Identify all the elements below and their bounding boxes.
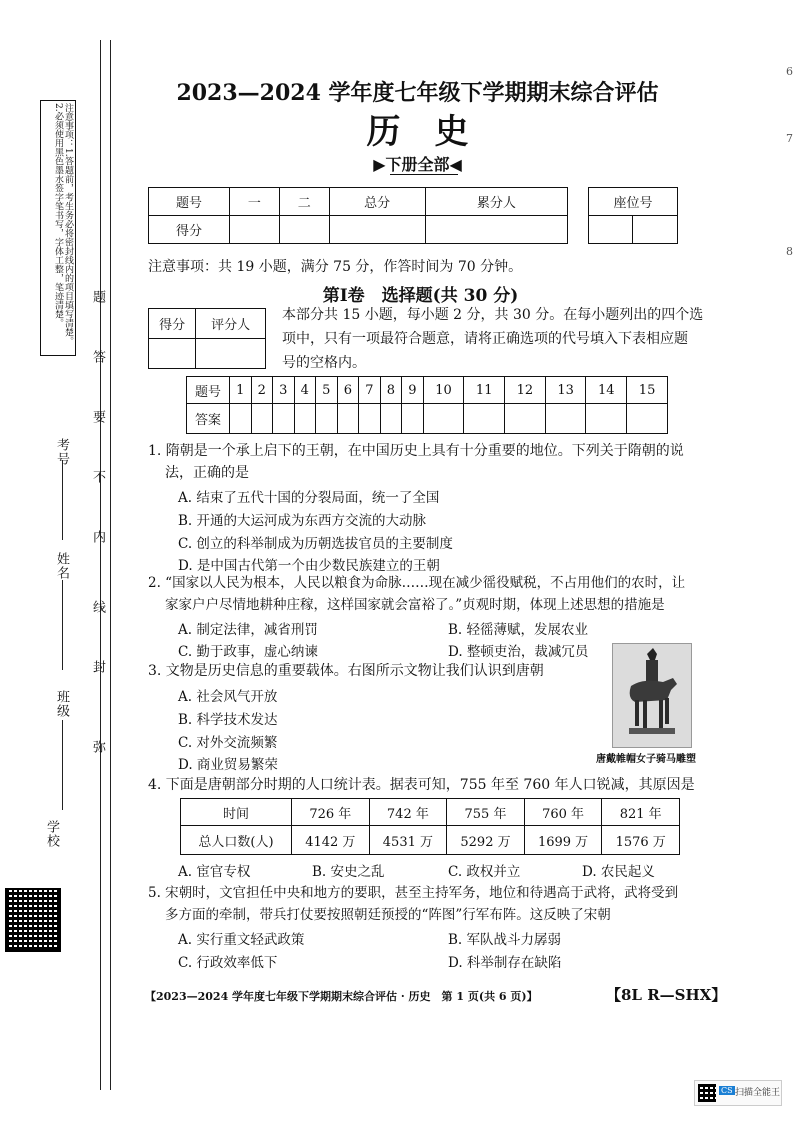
seal-char-3: 线 [90,600,105,614]
tang-horse-statue-image [612,643,692,748]
section1-title: 第Ⅰ卷 选择题(共 30 分) [322,286,519,306]
q4-option-a: A. 宦官专权 [178,864,251,880]
answer-cell-1[interactable] [230,404,252,434]
scope-label: ▶下册全部◀ [373,155,462,174]
grader-name-label: 评分人 [196,309,266,339]
watermark-badge [694,1080,782,1106]
answer-cell-13[interactable] [545,404,586,434]
score-header-part2: 二 [279,188,329,216]
binding-line-inner [110,40,111,1090]
answer-table [186,376,668,434]
field-exam-number: 考号 [54,438,69,466]
q3-option-a: A. 社会风气开放 [178,689,278,705]
population-table [180,798,680,855]
q5-stem-line2: 多方面的牵制，带兵打仗要按照朝廷预授的“阵图”行军布阵。这反映了宋朝 [165,907,611,923]
pop-header-742: 742 年 [369,799,447,826]
answer-row2-label: 答案 [187,404,230,434]
section1-instruction-line1: 本部分共 15 小题，每小题 2 分，共 30 分。在每小题列出的四个选 [282,307,704,323]
pop-value-821: 1576 万 [602,826,680,855]
answer-cell-15[interactable] [627,404,668,434]
score-header-part1: 一 [230,188,280,216]
seat-number-table [588,187,678,244]
q2-option-d: D. 整顿吏治，裁减冗员 [448,644,589,660]
seal-char-8: 题 [90,290,105,304]
answer-cell-10[interactable] [423,404,464,434]
answer-number-5: 5 [316,377,338,404]
score-header-number: 题号 [149,188,230,216]
seal-char-7: 答 [90,350,105,364]
q4-stem: 4. 下面是唐朝部分时期的人口统计表。据表可知，755 年至 760 年人口锐减，其原因是 [148,777,695,793]
q2-option-c: C. 勤于政事，虚心纳谏 [178,644,318,660]
score-header-total: 总分 [329,188,425,216]
answer-number-12: 12 [505,377,546,404]
answer-cell-8[interactable] [380,404,402,434]
pop-header-time: 时间 [181,799,292,826]
seal-char-5: 不 [90,470,105,484]
seal-char-1: 弥 [90,740,105,754]
q1-option-d: D. 是中国古代第一个由少数民族建立的王朝 [178,558,440,574]
sidebar-qr-code [5,888,61,952]
answer-number-7: 7 [359,377,381,404]
grader-table [148,308,266,369]
answer-cell-11[interactable] [464,404,505,434]
sidebar-notice-box: 注意事项：1.答题前，考生务必将密封线内的项目填写清楚。2.必须使用黑色墨水签字笔书写，字体工整，笔迹清楚。 [40,100,76,356]
page-footer: 【2023—2024 学年度七年级下学期期末综合评估 · 历史 第 1 页(共 6 页)】 [145,990,538,1003]
q3-image-caption: 唐戴帷帽女子骑马雕塑 [596,754,696,765]
q1-stem-line1: 1. 隋朝是一个承上启下的王朝，在中国历史上具有十分重要的地位。下列关于隋朝的说 [148,443,684,459]
grader-name-cell[interactable] [196,339,266,369]
grader-score-label: 得分 [149,309,196,339]
q5-option-a: A. 实行重文轻武政策 [178,932,305,948]
field-line-1 [62,460,63,540]
field-line-3 [62,720,63,810]
seal-char-6: 要 [90,410,105,424]
q5-stem-line1: 5. 宋朝时，文官担任中央和地方的要职，甚至主持军务，地位和待遇高于武将，武将受到 [148,885,679,901]
seat-cell-1[interactable] [589,216,633,244]
pop-value-726: 4142 万 [292,826,370,855]
q3-option-b: B. 科学技术发达 [178,712,278,728]
q2-option-a: A. 制定法律，减省刑罚 [178,622,318,638]
pop-header-755: 755 年 [447,799,525,826]
q2-option-b: B. 轻徭薄赋，发展农业 [448,622,589,638]
pop-value-742: 4531 万 [369,826,447,855]
scope-underline [390,174,458,175]
answer-number-10: 10 [423,377,464,404]
score-cell-part1[interactable] [230,216,280,244]
horse-rider-figure [613,644,691,747]
watermark-logo-icon: CS [721,1086,733,1095]
score-cell-tallier[interactable] [425,216,567,244]
answer-number-9: 9 [402,377,424,404]
answer-cell-7[interactable] [359,404,381,434]
seal-char-4: 内 [90,530,105,544]
q3-stem: 3. 文物是历史信息的重要载体。右图所示文物让我们认识到唐朝 [148,663,544,679]
watermark-text: 扫描全能王 [735,1088,781,1098]
watermark-qr-icon [698,1084,716,1102]
pop-header-726: 726 年 [292,799,370,826]
answer-number-1: 1 [230,377,252,404]
score-cell-part2[interactable] [279,216,329,244]
q1-option-b: B. 开通的大运河成为东西方交流的大动脉 [178,513,427,529]
q4-option-d: D. 农民起义 [582,864,655,880]
q4-option-b: B. 安史之乱 [312,864,385,880]
answer-number-6: 6 [337,377,359,404]
answer-number-3: 3 [273,377,295,404]
grader-score-cell[interactable] [149,339,196,369]
pop-header-821: 821 年 [602,799,680,826]
answer-cell-4[interactable] [294,404,316,434]
q5-option-d: D. 科举制存在缺陷 [448,955,562,971]
seat-cell-2[interactable] [633,216,678,244]
answer-number-14: 14 [586,377,627,404]
margin-mark-2: 7 [786,132,793,145]
q2-stem-line2: 家家户户尽情地耕种庄稼，这样国家就会富裕了。”贞观时期，体现上述思想的措施是 [165,597,665,613]
score-table [148,187,568,244]
field-line-2 [62,580,63,670]
score-row-label: 得分 [149,216,230,244]
answer-number-2: 2 [251,377,273,404]
pop-row-label: 总人口数(人) [181,826,292,855]
binding-line-outer [100,40,101,1090]
score-cell-total[interactable] [329,216,425,244]
q5-option-b: B. 军队战斗力孱弱 [448,932,562,948]
pop-value-760: 1699 万 [524,826,602,855]
pop-header-760: 760 年 [524,799,602,826]
seat-number-label: 座位号 [589,188,678,216]
q3-option-d: D. 商业贸易繁荣 [178,757,278,773]
answer-number-4: 4 [294,377,316,404]
q4-option-c: C. 政权并立 [448,864,521,880]
section1-instruction-line2: 项中，只有一项最符合题意，请将正确选项的代号填入下表相应题 [282,331,688,347]
field-class: 班级 [54,690,69,718]
answer-number-8: 8 [380,377,402,404]
answer-cell-6[interactable] [337,404,359,434]
q1-option-a: A. 结束了五代十国的分裂局面，统一了全国 [178,490,440,506]
field-school: 学校 [44,820,59,848]
answer-cell-12[interactable] [505,404,546,434]
exam-title: 2023—2024 学年度七年级下学期期末综合评估 [176,80,659,106]
margin-mark-1: 6 [786,65,793,78]
q1-stem-line2: 法，正确的是 [165,465,249,481]
answer-number-13: 13 [545,377,586,404]
answer-row1-label: 题号 [187,377,230,404]
q5-option-c: C. 行政效率低下 [178,955,278,971]
answer-number-11: 11 [464,377,505,404]
answer-cell-2[interactable] [251,404,273,434]
exam-notice: 注意事项：共 19 小题，满分 75 分，作答时间为 70 分钟。 [148,259,523,275]
answer-cell-3[interactable] [273,404,295,434]
q3-option-c: C. 对外交流频繁 [178,735,278,751]
section1-instruction-line3: 号的空格内。 [282,355,366,371]
answer-cell-9[interactable] [402,404,424,434]
pop-value-755: 5292 万 [447,826,525,855]
subject-title: 历 史 [366,112,469,152]
answer-number-15: 15 [627,377,668,404]
field-name: 姓名 [54,552,69,580]
paper-code: 【8L R—SHX】 [606,986,727,1004]
seal-char-2: 封 [90,660,105,674]
q2-stem-line1: 2. “国家以人民为根本，人民以粮食为命脉……现在减少徭役赋税，不占用他们的农时，让 [148,575,686,591]
q1-option-c: C. 创立的科举制成为历朝选拔官员的主要制度 [178,536,453,552]
margin-mark-3: 8 [786,245,793,258]
score-header-tallier: 累分人 [425,188,567,216]
answer-cell-5[interactable] [316,404,338,434]
answer-cell-14[interactable] [586,404,627,434]
